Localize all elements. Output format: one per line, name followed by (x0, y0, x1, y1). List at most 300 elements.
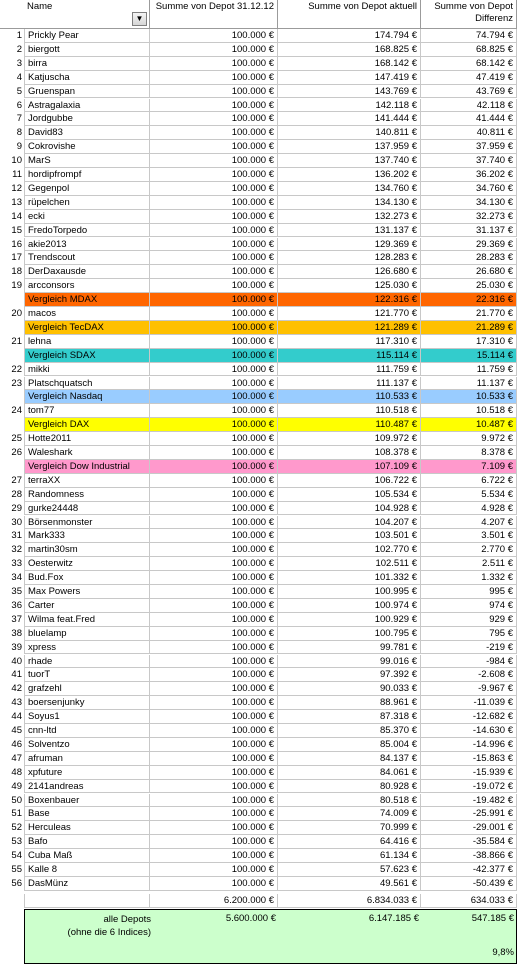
summary-box[interactable] (24, 909, 517, 964)
diff-value-cell[interactable]: 21.289 € (421, 321, 517, 335)
row-number: 52 (11, 822, 22, 834)
current-value-cell[interactable]: 104.928 € (278, 502, 421, 516)
table-row (0, 432, 517, 446)
name-cell[interactable]: ecki (24, 210, 150, 224)
diff-value-cell[interactable]: 795 € (421, 627, 517, 641)
diff-value-cell[interactable]: 995 € (421, 585, 517, 599)
diff-value-cell[interactable]: 37.740 € (421, 154, 517, 168)
diff-value-cell[interactable]: 2.770 € (421, 543, 517, 557)
name-cell[interactable]: 2141andreas (24, 780, 150, 794)
diff-value-cell[interactable]: 31.137 € (421, 224, 517, 238)
start-value-cell[interactable]: 100.000 € (150, 682, 278, 696)
current-value-cell[interactable]: 90.033 € (278, 682, 421, 696)
current-value-cell[interactable]: 125.030 € (278, 279, 421, 293)
current-value-cell[interactable]: 99.016 € (278, 655, 421, 669)
name-cell[interactable]: Vergleich MDAX (24, 293, 150, 307)
name-cell[interactable]: gurke24448 (24, 502, 150, 516)
start-value-cell[interactable]: 100.000 € (150, 877, 278, 891)
current-value-cell[interactable]: 105.534 € (278, 488, 421, 502)
row-number (0, 390, 24, 404)
row-number: 36 (11, 599, 22, 611)
diff-value-cell[interactable]: 68.142 € (421, 57, 517, 71)
current-value-cell[interactable]: 168.825 € (278, 43, 421, 57)
name-cell[interactable]: Hotte2011 (24, 432, 150, 446)
name-cell[interactable]: Vergleich SDAX (24, 349, 150, 363)
name-cell[interactable]: Vergleich TecDAX (24, 321, 150, 335)
start-value-cell[interactable]: 100.000 € (150, 418, 278, 432)
name-cell[interactable]: Cuba Maß (24, 849, 150, 863)
start-value-cell[interactable]: 100.000 € (150, 335, 278, 349)
current-value-cell[interactable]: 110.518 € (278, 404, 421, 418)
name-cell[interactable]: DerDaxausde (24, 265, 150, 279)
start-value-cell[interactable]: 100.000 € (150, 849, 278, 863)
table-row (0, 363, 517, 377)
table-row (0, 543, 517, 557)
start-value-cell[interactable]: 100.000 € (150, 613, 278, 627)
name-cell[interactable]: MarS (24, 154, 150, 168)
start-value-cell[interactable]: 100.000 € (150, 140, 278, 154)
current-value-cell[interactable]: 141.444 € (278, 112, 421, 126)
totals-name-cell[interactable] (24, 894, 150, 908)
diff-value-cell[interactable]: 6.722 € (421, 474, 517, 488)
start-value-cell[interactable]: 100.000 € (150, 57, 278, 71)
current-value-cell[interactable]: 111.759 € (278, 363, 421, 377)
current-value-cell[interactable]: 87.318 € (278, 710, 421, 724)
start-value-cell[interactable]: 100.000 € (150, 112, 278, 126)
row-number: 18 (11, 266, 22, 278)
start-value-cell[interactable]: 100.000 € (150, 641, 278, 655)
current-value-cell[interactable]: 57.623 € (278, 863, 421, 877)
table-row (0, 668, 517, 682)
diff-value-cell[interactable]: 11.759 € (421, 363, 517, 377)
current-value-cell[interactable]: 117.310 € (278, 335, 421, 349)
current-value-cell[interactable]: 70.999 € (278, 821, 421, 835)
diff-value-cell[interactable]: -15.863 € (421, 752, 517, 766)
diff-value-cell[interactable]: -38.866 € (421, 849, 517, 863)
start-value-cell[interactable]: 100.000 € (150, 474, 278, 488)
table-row (0, 821, 517, 835)
current-value-cell[interactable]: 168.142 € (278, 57, 421, 71)
totals-row (0, 894, 517, 908)
diff-value-cell[interactable]: 43.769 € (421, 85, 517, 99)
start-value-cell[interactable]: 100.000 € (150, 710, 278, 724)
diff-value-cell[interactable]: 10.518 € (421, 404, 517, 418)
current-value-cell[interactable]: 137.959 € (278, 140, 421, 154)
name-cell[interactable]: Carter (24, 599, 150, 613)
name-cell[interactable]: Börsenmonster (24, 516, 150, 530)
table-row (0, 335, 517, 349)
row-number: 21 (11, 335, 22, 347)
current-value-cell[interactable]: 174.794 € (278, 29, 421, 43)
diff-value-cell[interactable]: -2.608 € (421, 668, 517, 682)
start-value-cell[interactable]: 100.000 € (150, 738, 278, 752)
index-comparison-row (0, 349, 517, 363)
start-value-cell[interactable]: 100.000 € (150, 863, 278, 877)
diff-value-cell[interactable]: 15.114 € (421, 349, 517, 363)
table-row (0, 182, 517, 196)
diff-value-cell[interactable]: -19.072 € (421, 780, 517, 794)
diff-value-cell[interactable]: 1.332 € (421, 571, 517, 585)
name-cell[interactable]: birra (24, 57, 150, 71)
dropdown-arrow-icon[interactable]: ▼ (132, 12, 147, 26)
table-row (0, 43, 517, 57)
current-value-cell[interactable]: 134.130 € (278, 196, 421, 210)
diff-value-cell[interactable]: -11.039 € (421, 696, 517, 710)
current-value-cell[interactable]: 80.928 € (278, 780, 421, 794)
start-value-cell[interactable]: 100.000 € (150, 29, 278, 43)
current-value-cell[interactable]: 110.533 € (278, 390, 421, 404)
diff-value-cell[interactable]: -14.996 € (421, 738, 517, 752)
table-row (0, 126, 517, 140)
diff-value-cell[interactable]: -25.991 € (421, 807, 517, 821)
current-value-cell[interactable]: 128.283 € (278, 251, 421, 265)
start-value-cell[interactable]: 100.000 € (150, 126, 278, 140)
name-cell[interactable]: rhade (24, 655, 150, 669)
index-comparison-row (0, 293, 517, 307)
start-value-cell[interactable]: 100.000 € (150, 279, 278, 293)
start-value-cell[interactable]: 100.000 € (150, 585, 278, 599)
current-value-cell[interactable]: 101.332 € (278, 571, 421, 585)
start-value-cell[interactable]: 100.000 € (150, 432, 278, 446)
diff-value-cell[interactable]: 4.207 € (421, 516, 517, 530)
diff-value-cell[interactable]: 4.928 € (421, 502, 517, 516)
diff-value-cell[interactable]: 29.369 € (421, 238, 517, 252)
start-value-cell[interactable]: 100.000 € (150, 446, 278, 460)
name-cell[interactable]: Soyus1 (24, 710, 150, 724)
current-value-cell[interactable]: 107.109 € (278, 460, 421, 474)
current-value-cell[interactable]: 100.995 € (278, 585, 421, 599)
name-cell[interactable]: Oesterwitz (24, 557, 150, 571)
row-number: 46 (11, 738, 22, 750)
current-value-cell[interactable]: 99.781 € (278, 641, 421, 655)
start-value-cell[interactable]: 100.000 € (150, 724, 278, 738)
current-value-cell[interactable]: 84.137 € (278, 752, 421, 766)
diff-value-cell[interactable]: -15.939 € (421, 766, 517, 780)
totals-current-cell[interactable]: 6.834.033 € (278, 894, 421, 908)
start-value-cell[interactable]: 100.000 € (150, 794, 278, 808)
diff-value-cell[interactable]: 32.273 € (421, 210, 517, 224)
row-number: 11 (12, 169, 22, 180)
start-value-cell[interactable]: 100.000 € (150, 696, 278, 710)
name-cell[interactable]: terraXX (24, 474, 150, 488)
name-cell[interactable]: Prickly Pear (24, 29, 150, 43)
name-cell[interactable]: Gegenpol (24, 182, 150, 196)
start-value-cell[interactable]: 100.000 € (150, 71, 278, 85)
table-row (0, 655, 517, 669)
row-number: 7 (16, 113, 22, 125)
name-cell[interactable]: Gruenspan (24, 85, 150, 99)
current-value-cell[interactable]: 100.795 € (278, 627, 421, 641)
name-cell[interactable]: macos (24, 307, 150, 321)
current-value-cell[interactable]: 100.929 € (278, 613, 421, 627)
name-cell[interactable]: DasMünz (24, 877, 150, 891)
current-value-cell[interactable]: 85.370 € (278, 724, 421, 738)
row-number (0, 418, 24, 432)
row-number: 26 (11, 447, 22, 458)
diff-value-cell[interactable]: 74.794 € (421, 29, 517, 43)
start-value-cell[interactable]: 100.000 € (150, 265, 278, 279)
name-cell[interactable]: Trendscout (24, 251, 150, 265)
current-value-cell[interactable]: 137.740 € (278, 154, 421, 168)
diff-value-cell[interactable]: 2.511 € (421, 557, 517, 571)
current-value-cell[interactable]: 61.134 € (278, 849, 421, 863)
row-number: 10 (11, 155, 22, 167)
start-value-cell[interactable]: 100.000 € (150, 85, 278, 99)
start-value-cell[interactable]: 100.000 € (150, 390, 278, 404)
start-value-cell[interactable]: 100.000 € (150, 238, 278, 252)
start-value-cell[interactable]: 100.000 € (150, 251, 278, 265)
current-value-cell[interactable]: 115.114 € (278, 349, 421, 363)
row-number: 27 (11, 474, 22, 486)
name-cell[interactable]: Solventzo (24, 738, 150, 752)
diff-value-cell[interactable]: -29.001 € (421, 821, 517, 835)
current-value-cell[interactable]: 134.760 € (278, 182, 421, 196)
name-cell[interactable]: tom77 (24, 404, 150, 418)
start-value-cell[interactable]: 100.000 € (150, 599, 278, 613)
name-cell[interactable]: Bud.Fox (24, 571, 150, 585)
name-cell[interactable]: David83 (24, 126, 150, 140)
diff-value-cell[interactable]: 41.444 € (421, 112, 517, 126)
row-number: 4 (16, 71, 22, 83)
row-number: 40 (11, 655, 22, 667)
current-value-cell[interactable]: 108.378 € (278, 446, 421, 460)
current-value-cell[interactable]: 140.811 € (278, 126, 421, 140)
diff-value-cell[interactable]: 8.378 € (421, 446, 517, 460)
table-row (0, 627, 517, 641)
diff-value-cell[interactable]: 25.030 € (421, 279, 517, 293)
start-value-cell[interactable]: 100.000 € (150, 377, 278, 391)
start-value-cell[interactable]: 100.000 € (150, 224, 278, 238)
current-value-cell[interactable]: 110.487 € (278, 418, 421, 432)
start-value-cell[interactable]: 100.000 € (150, 43, 278, 57)
start-value-cell[interactable]: 100.000 € (150, 807, 278, 821)
current-value-cell[interactable]: 147.419 € (278, 71, 421, 85)
current-value-cell[interactable]: 122.316 € (278, 293, 421, 307)
current-value-cell[interactable]: 100.974 € (278, 599, 421, 613)
start-value-cell[interactable]: 100.000 € (150, 655, 278, 669)
diff-value-cell[interactable]: 37.959 € (421, 140, 517, 154)
name-cell[interactable]: mikki (24, 363, 150, 377)
diff-value-cell[interactable]: 42.118 € (421, 99, 517, 113)
diff-value-cell[interactable]: 26.680 € (421, 265, 517, 279)
diff-value-cell[interactable]: 974 € (421, 599, 517, 613)
start-value-cell[interactable]: 100.000 € (150, 321, 278, 335)
start-value-cell[interactable]: 100.000 € (150, 349, 278, 363)
diff-value-cell[interactable]: -12.682 € (421, 710, 517, 724)
start-value-cell[interactable]: 100.000 € (150, 571, 278, 585)
diff-value-cell[interactable]: -219 € (421, 641, 517, 655)
row-number: 54 (11, 850, 22, 862)
name-cell[interactable]: Jordgubbe (24, 112, 150, 126)
diff-value-cell[interactable]: 3.501 € (421, 529, 517, 543)
diff-value-cell[interactable]: 36.202 € (421, 168, 517, 182)
current-value-cell[interactable]: 121.770 € (278, 307, 421, 321)
name-cell[interactable]: Base (24, 807, 150, 821)
diff-value-cell[interactable]: 5.534 € (421, 488, 517, 502)
table-row (0, 238, 517, 252)
start-value-cell[interactable]: 100.000 € (150, 460, 278, 474)
name-cell[interactable]: Waleshark (24, 446, 150, 460)
row-number: 6 (16, 99, 22, 111)
diff-value-cell[interactable]: -42.377 € (421, 863, 517, 877)
start-value-cell[interactable]: 100.000 € (150, 543, 278, 557)
start-value-cell[interactable]: 100.000 € (150, 210, 278, 224)
current-value-cell[interactable]: 143.769 € (278, 85, 421, 99)
name-cell[interactable]: rüpelchen (24, 196, 150, 210)
name-cell[interactable]: Vergleich Dow Industrial (24, 460, 150, 474)
diff-value-cell[interactable]: 34.130 € (421, 196, 517, 210)
start-value-cell[interactable]: 100.000 € (150, 502, 278, 516)
current-value-cell[interactable]: 85.004 € (278, 738, 421, 752)
current-value-cell[interactable]: 80.518 € (278, 794, 421, 808)
current-value-cell[interactable]: 106.722 € (278, 474, 421, 488)
name-cell[interactable]: Astragalaxia (24, 99, 150, 113)
diff-value-cell[interactable]: 10.487 € (421, 418, 517, 432)
start-value-cell[interactable]: 100.000 € (150, 307, 278, 321)
name-cell[interactable]: boersenjunky (24, 696, 150, 710)
name-cell[interactable]: Mark333 (24, 529, 150, 543)
diff-value-cell[interactable]: -19.482 € (421, 794, 517, 808)
row-number: 41 (11, 669, 22, 681)
current-value-cell[interactable]: 102.511 € (278, 557, 421, 571)
current-value-cell[interactable]: 102.770 € (278, 543, 421, 557)
name-cell[interactable]: Katjuscha (24, 71, 150, 85)
current-value-cell[interactable]: 132.273 € (278, 210, 421, 224)
current-value-cell[interactable]: 111.137 € (278, 377, 421, 391)
diff-value-cell[interactable]: 10.533 € (421, 390, 517, 404)
table-row (0, 29, 517, 43)
current-value-cell[interactable]: 97.392 € (278, 668, 421, 682)
table-row (0, 599, 517, 613)
totals-diff-cell[interactable]: 634.033 € (421, 894, 517, 908)
header-depot-diff[interactable] (421, 0, 517, 28)
totals-start-cell[interactable]: 6.200.000 € (150, 894, 278, 908)
start-value-cell[interactable]: 100.000 € (150, 196, 278, 210)
name-cell[interactable]: Herculeas (24, 821, 150, 835)
start-value-cell[interactable]: 100.000 € (150, 293, 278, 307)
name-cell[interactable]: Bafo (24, 835, 150, 849)
diff-value-cell[interactable]: 21.770 € (421, 307, 517, 321)
name-cell[interactable]: Kalle 8 (24, 863, 150, 877)
start-value-cell[interactable]: 100.000 € (150, 516, 278, 530)
current-value-cell[interactable]: 74.009 € (278, 807, 421, 821)
diff-value-cell[interactable]: -35.584 € (421, 835, 517, 849)
start-value-cell[interactable]: 100.000 € (150, 752, 278, 766)
diff-value-cell[interactable]: 40.811 € (421, 126, 517, 140)
diff-value-cell[interactable]: 17.310 € (421, 335, 517, 349)
diff-value-cell[interactable]: 22.316 € (421, 293, 517, 307)
start-value-cell[interactable]: 100.000 € (150, 835, 278, 849)
current-value-cell[interactable]: 103.501 € (278, 529, 421, 543)
summary-start-value: 5.600.000 € (225, 913, 276, 924)
start-value-cell[interactable]: 100.000 € (150, 780, 278, 794)
name-cell[interactable]: grafzehl (24, 682, 150, 696)
start-value-cell[interactable]: 100.000 € (150, 627, 278, 641)
diff-value-cell[interactable]: 47.419 € (421, 71, 517, 85)
diff-value-cell[interactable]: -9.967 € (421, 682, 517, 696)
start-value-cell[interactable]: 100.000 € (150, 154, 278, 168)
name-cell[interactable]: biergott (24, 43, 150, 57)
current-value-cell[interactable]: 64.416 € (278, 835, 421, 849)
row-number: 16 (11, 238, 22, 250)
start-value-cell[interactable]: 100.000 € (150, 404, 278, 418)
diff-value-cell[interactable]: -14.630 € (421, 724, 517, 738)
current-value-cell[interactable]: 129.369 € (278, 238, 421, 252)
name-cell[interactable]: Vergleich Nasdaq (24, 390, 150, 404)
name-cell[interactable]: martin30sm (24, 543, 150, 557)
start-value-cell[interactable]: 100.000 € (150, 182, 278, 196)
name-cell[interactable]: arcconsors (24, 279, 150, 293)
name-cell[interactable]: Randomness (24, 488, 150, 502)
diff-value-cell[interactable]: 68.825 € (421, 43, 517, 57)
start-value-cell[interactable]: 100.000 € (150, 363, 278, 377)
name-cell[interactable]: bluelamp (24, 627, 150, 641)
name-cell[interactable]: lehna (24, 335, 150, 349)
header-depot-current[interactable] (278, 0, 421, 28)
current-value-cell[interactable]: 88.961 € (278, 696, 421, 710)
diff-value-cell[interactable]: 11.137 € (421, 377, 517, 391)
current-value-cell[interactable]: 126.680 € (278, 265, 421, 279)
diff-value-cell[interactable]: 9.972 € (421, 432, 517, 446)
name-cell[interactable]: tuorT (24, 668, 150, 682)
name-cell[interactable]: Vergleich DAX (24, 418, 150, 432)
diff-value-cell[interactable]: 28.283 € (421, 251, 517, 265)
header-depot-start[interactable] (150, 0, 278, 28)
name-cell[interactable]: Platschquatsch (24, 377, 150, 391)
name-cell[interactable]: cnn-ltd (24, 724, 150, 738)
start-value-cell[interactable]: 100.000 € (150, 529, 278, 543)
current-value-cell[interactable]: 121.289 € (278, 321, 421, 335)
name-cell[interactable]: xpress (24, 641, 150, 655)
start-value-cell[interactable]: 100.000 € (150, 766, 278, 780)
name-cell[interactable]: Wilma feat.Fred (24, 613, 150, 627)
table-row (0, 446, 517, 460)
name-cell[interactable]: Boxenbauer (24, 794, 150, 808)
current-value-cell[interactable]: 49.561 € (278, 877, 421, 891)
current-value-cell[interactable]: 109.972 € (278, 432, 421, 446)
name-cell[interactable]: Max Powers (24, 585, 150, 599)
start-value-cell[interactable]: 100.000 € (150, 99, 278, 113)
table-row (0, 224, 517, 238)
current-value-cell[interactable]: 104.207 € (278, 516, 421, 530)
start-value-cell[interactable]: 100.000 € (150, 488, 278, 502)
diff-value-cell[interactable]: 7.109 € (421, 460, 517, 474)
start-value-cell[interactable]: 100.000 € (150, 168, 278, 182)
name-cell[interactable]: Cokrovishe (24, 140, 150, 154)
table-row (0, 780, 517, 794)
table-row (0, 613, 517, 627)
current-value-cell[interactable]: 136.202 € (278, 168, 421, 182)
name-cell[interactable]: afruman (24, 752, 150, 766)
table-row (0, 738, 517, 752)
diff-value-cell[interactable]: 34.760 € (421, 182, 517, 196)
diff-value-cell[interactable]: 929 € (421, 613, 517, 627)
name-cell[interactable]: xpfuture (24, 766, 150, 780)
table-row (0, 196, 517, 210)
name-cell[interactable]: hordipfrompf (24, 168, 150, 182)
start-value-cell[interactable]: 100.000 € (150, 821, 278, 835)
current-value-cell[interactable]: 84.061 € (278, 766, 421, 780)
row-number: 51 (11, 808, 22, 820)
current-value-cell[interactable]: 142.118 € (278, 99, 421, 113)
diff-value-cell[interactable]: -984 € (421, 655, 517, 669)
diff-value-cell[interactable]: -50.439 € (421, 877, 517, 891)
start-value-cell[interactable]: 100.000 € (150, 557, 278, 571)
start-value-cell[interactable]: 100.000 € (150, 668, 278, 682)
name-cell[interactable]: akie2013 (24, 238, 150, 252)
name-cell[interactable]: FredoTorpedo (24, 224, 150, 238)
current-value-cell[interactable]: 131.137 € (278, 224, 421, 238)
